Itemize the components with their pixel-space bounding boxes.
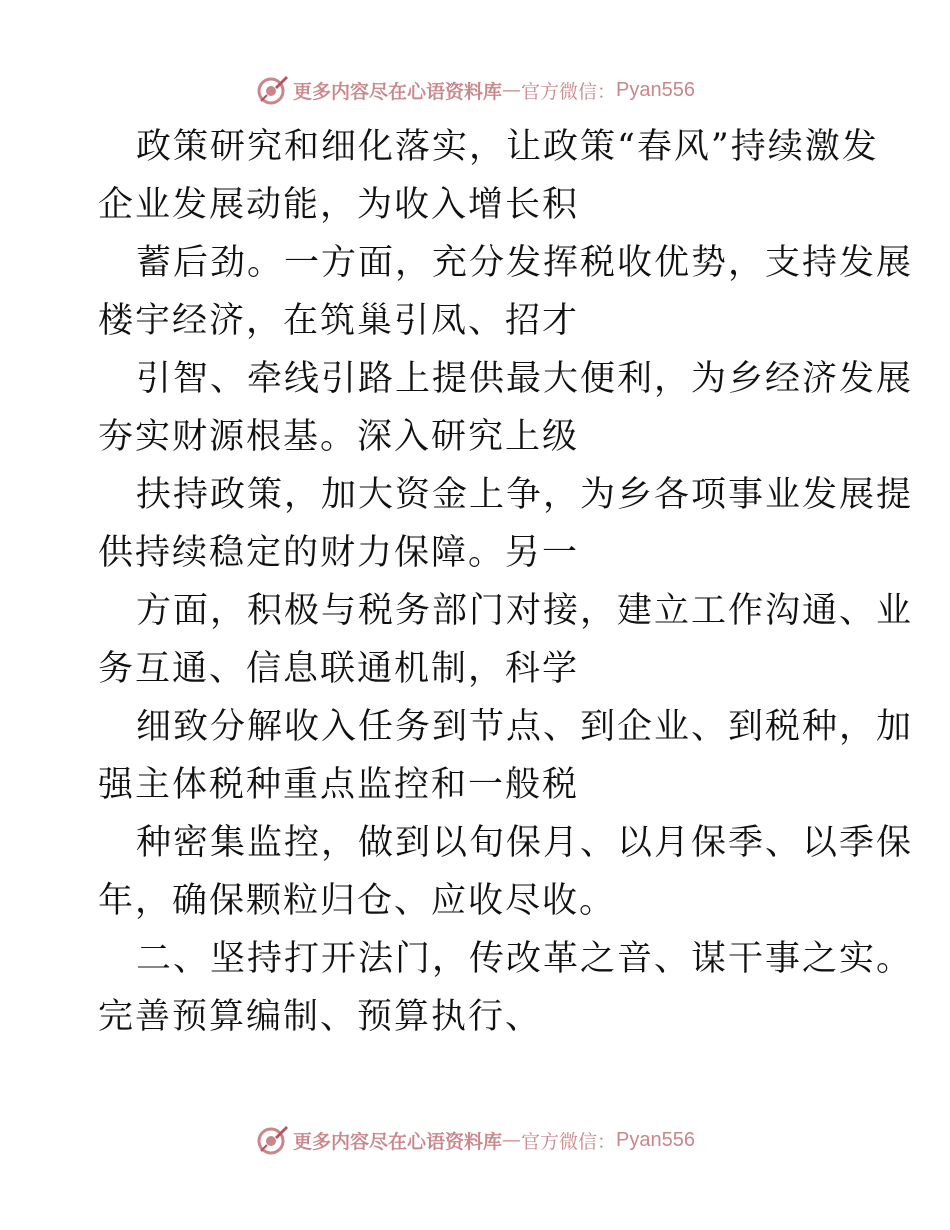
quill-logo-icon [255, 1123, 289, 1157]
text-line: 供持续稳定的财力保障。另一 [98, 533, 580, 573]
text-line: 务互通、信息联通机制，科学 [98, 649, 580, 689]
text-line: 方面，积极与税务部门对接，建立工作沟通、业 [136, 591, 914, 631]
text-line: 年，确保颗粒归仓、应收尽收。 [98, 881, 617, 921]
text-line: 完善预算编制、预算执行、 [98, 997, 543, 1037]
text-line: 蓄后劲。一方面，充分发挥税收优势，支持发展 [136, 243, 914, 283]
header-watermark [0, 72, 950, 108]
text-line: 楼宇经济，在筑巢引凤、招才 [98, 301, 580, 341]
text-line: 政策研究和细化落实，让政策“春风”持续激发 [136, 127, 879, 167]
document-body [98, 118, 914, 1046]
text-line: 强主体税种重点监控和一般税 [98, 765, 580, 805]
watermark-sub-text: 官方微信： [521, 1130, 617, 1153]
text-line: 二、坚持打开法门，传改革之音、谋干事之实。 [136, 939, 914, 979]
watermark-dash: — [502, 1129, 522, 1151]
watermark-main-text: 更多内容尽在心语资料库 [293, 1130, 503, 1153]
watermark-wechat-id: Pyan556 [616, 1128, 695, 1151]
text-line: 企业发展动能，为收入增长积 [98, 185, 580, 225]
text-line: 细致分解收入任务到节点、到企业、到税种，加 [136, 707, 914, 747]
watermark-dash: — [502, 79, 522, 101]
footer-watermark [0, 1122, 950, 1158]
watermark-sub-text: 官方微信： [521, 80, 617, 103]
text-line: 引智、牵线引路上提供最大便利，为乡经济发展 [136, 359, 914, 399]
text-line: 种密集监控，做到以旬保月、以月保季、以季保 [136, 823, 914, 863]
text-line: 夯实财源根基。深入研究上级 [98, 417, 580, 457]
text-line: 扶持政策，加大资金上争，为乡各项事业发展提 [136, 475, 914, 515]
quill-logo-icon [255, 73, 289, 107]
watermark-main-text: 更多内容尽在心语资料库 [293, 80, 503, 103]
watermark-wechat-id: Pyan556 [616, 78, 695, 101]
